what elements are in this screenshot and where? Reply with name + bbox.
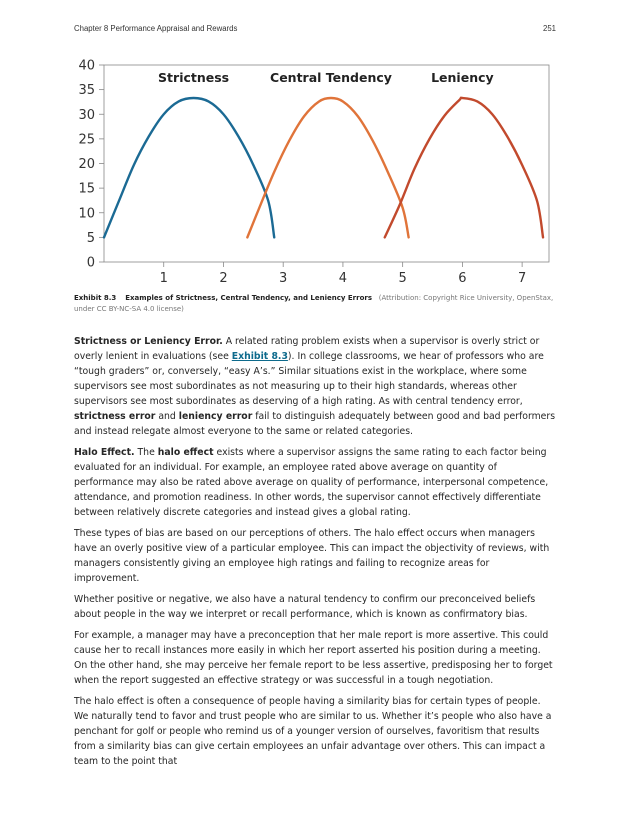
text-run: A related rating problem exists when a supervisor is overly strict or overly lenient in evaluations (see [74,336,540,362]
x-tick-label: 6 [458,271,467,286]
page-number: 251 [542,24,556,33]
series-layer [104,98,543,238]
x-tick-label: 1 [159,271,168,286]
series-curve-leniency [385,98,543,238]
curves-chart [74,54,556,286]
y-tick-label: 20 [78,157,95,172]
text-run: exists where a supervisor assigns the same rating to each factor being evaluated for an individual. For example, an employee rated above average on quantity of performance may also be rated above average on quality of performance, interpersonal competence, attendance, and promotion readiness. In other words, the supervisor cannot effectively differentiate between relatively discrete categories and instead gives a global rating. [74,447,549,518]
body-text [74,334,556,775]
text-run: The [134,447,158,458]
caption-title: Examples of Strictness, Central Tendency, and Leniency Errors [125,294,373,302]
y-axis [78,59,104,271]
x-tick-label: 2 [219,271,228,286]
y-tick-label: 0 [86,255,95,271]
paragraph-example: For example, a manager may have a preconception that her male report is more assertive. This could cause her to recall instances more easily in which her report asserted his position during a meeting. On the other hand, she may perceive her female report to be less assertive, predisposing her to forget when the report suggested an effective strategy or was successful in a tough negotiation. [74,630,553,686]
key-term: halo effect [157,447,214,458]
text-run: fail to distinguish adequately between good and bad performers and instead relegate almost everyone to the same or related categories. [74,411,556,437]
series-label: Central Tendency [270,70,392,86]
chapter-title: Chapter 8 Performance Appraisal and Rewards [74,24,238,33]
figure-caption [74,293,556,315]
x-axis [160,262,527,286]
paragraph-heading: Halo Effect. [74,447,135,458]
paragraph-bias: These types of bias are based on our perceptions of others. The halo effect occurs when managers have an overly positive view of a particular employee. This can impact the objectivity of reviews, with managers consistently giving an employee high ratings and failing to recognize areas for improvement. [74,528,550,584]
y-tick-label: 5 [86,230,95,246]
paragraph-confirmatory: Whether positive or negative, we also have a natural tendency to confirm our preconceived beliefs about people in the way we interpret or recall performance, which is known as confirmatory bias. [74,594,536,620]
exhibit-link[interactable]: Exhibit 8.3 [231,351,288,362]
y-tick-label: 35 [78,83,95,99]
caption-label: Exhibit 8.3 [74,294,117,302]
paragraph-similarity: The halo effect is often a consequence of people having a similarity bias for certain types of people. We naturally tend to favor and trust people who are similar to us. Whether it’s people who also have a penchant for golf or people who remind us of a younger version of ourselves, favoritism that results from a similarity bias can give certain employees an unfair advantage over others. This can impact a team to the point that [74,696,552,767]
x-tick-label: 5 [398,271,407,286]
caption-attribution: (Attribution: Copyright Rice University, OpenStax, under CC BY-NC-SA 4.0 license) [74,294,554,313]
y-tick-label: 30 [78,107,95,123]
running-header [74,24,556,33]
text-run: ). In college classrooms, we hear of professors who are “tough graders” or, conversely, “easy A’s.” Similar situations exist in the workplace, where some supervisors see most subordinates as not measuring up to their high standards, whereas other supervisors see most subordinates as deserving of a high rating. As with central tendency error, [74,351,544,407]
series-label: Strictness [158,70,230,86]
series-curve-strictness [104,98,274,237]
plot-frame [104,65,549,262]
y-tick-label: 15 [78,181,95,197]
y-tick-label: 40 [78,58,95,74]
x-tick-label: 4 [338,271,348,286]
x-tick-label: 7 [517,271,527,286]
y-tick-label: 25 [78,132,95,148]
key-term: leniency error [178,411,253,422]
text-run: and [155,411,179,422]
key-term: strictness error [74,411,156,422]
series-labels [158,70,494,85]
x-tick-label: 3 [279,271,288,286]
paragraph-halo [74,445,556,520]
y-tick-label: 10 [78,206,95,222]
series-label: Leniency [431,70,494,86]
paragraph-heading: Strictness or Leniency Error. [74,336,223,347]
paragraph-strictness [74,334,556,439]
